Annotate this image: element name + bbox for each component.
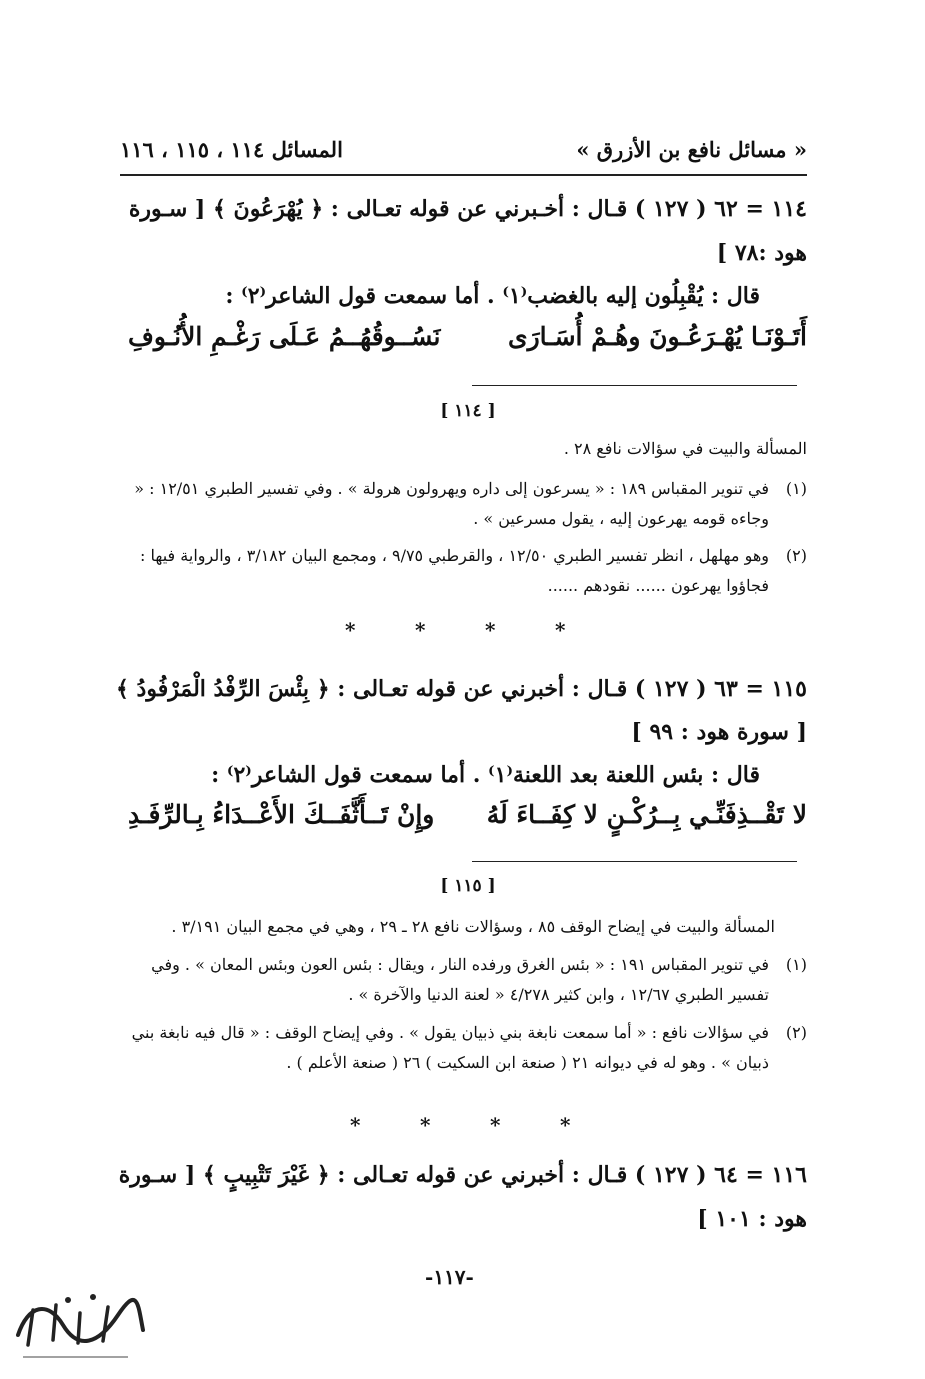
footnote-115-1 bbox=[117, 950, 807, 1010]
page-number: -١١٧- bbox=[425, 1265, 474, 1289]
source-note-115: المسألة والبيت في إيضاح الوقف ٨٥ ، وسؤالات نافع ٢٨ ـ ٢٩ ، وهي في مجمع البيان ٣/١٩١ . bbox=[171, 917, 775, 936]
footnote-number: (٢) bbox=[785, 1023, 807, 1042]
footnote-text: وهو مهلهل ، انظر تفسير الطبري ١٢/٥٠ ، والقرطبي ٩/٧٥ ، ومجمع البيان ٣/١٨٢ ، والرواية فيها : فجاؤوا يهرعون ...... نقودهم ...... bbox=[140, 546, 769, 595]
footnote-text: في سؤالات نافع : « أما سمعت نابغة بني ذبيان يقول » . وفي إيضاح الوقف : « قال فيه نابغة بني ذبيان » . وهو له في ديوانه ٢١ ( صنعة ابن السكيت ) ٢٦ ( صنعة الأعلم ) . bbox=[131, 1023, 769, 1072]
verse-second-hemistich: نَسُــوقُهُــمُ عَـلَى رَغْـمِ الأُنُـوفِ bbox=[128, 322, 441, 351]
footnote-number: (١) bbox=[785, 955, 807, 974]
entry-114-answer: قال : يُقْبِلُون إليه بالغضب⁽١⁾ . أما سمعت قول الشاعر⁽٢⁾ : bbox=[225, 283, 760, 309]
section-number-115: [ ١١٥ ] bbox=[440, 876, 496, 896]
entry-115-question-line2: [ سورة هود : ٩٩ ] bbox=[631, 719, 807, 745]
footnote-114-2 bbox=[117, 541, 807, 601]
footnote-number: (٢) bbox=[785, 546, 807, 565]
entry-116-question-line1: ١١٦ = ٦٤ ( ١٢٧ ) قـال : أخبرني عن قوله تعـالى : ﴿ غَيْرَ تَتْبِيبٍ ﴾ [ سـورة bbox=[118, 1162, 807, 1188]
entry-115-verse bbox=[128, 800, 807, 836]
entry-116-question-line2: هود : ١٠١ ] bbox=[697, 1206, 807, 1232]
verse-first-hemistich: لا تَقْــذِفَنِّـي بِــرُكْـنٍ لا كِفَــاءَ لَهُ bbox=[486, 800, 807, 829]
footnote-rule bbox=[472, 385, 797, 386]
library-stamp-logo bbox=[8, 1285, 148, 1365]
footnote-text: في تنوير المقباس ١٩١ : « بئس الغرق ورفده النار ، ويقال : بئس العون وبئس المعان » . وفي تفسير الطبري ١٢/٦٧ ، وابن كثير ٤/٢٧٨ « لعنة الدنيا والآخرة » . bbox=[151, 955, 769, 1004]
entry-114-question-line1: ١١٤ = ٦٢ ( ١٢٧ ) قـال : أخـبرني عن قوله تعـالى : ﴿ يُهْرَعُونَ ﴾ [ سـورة bbox=[128, 196, 807, 222]
stamp-icon bbox=[8, 1285, 148, 1365]
header-rule bbox=[120, 174, 807, 176]
entry-114-verse bbox=[128, 322, 807, 358]
verse-second-hemistich: وإِنْ تَــأَثَّفَــكَ الأَعْــدَاءُ بِـالرِّفَـدِ bbox=[128, 800, 435, 829]
source-note-114: المسألة والبيت في سؤالات نافع ٢٨ . bbox=[563, 439, 807, 458]
running-title: « مسائل نافع بن الأزرق » bbox=[576, 137, 807, 162]
entry-115-answer: قال : بئس اللعنة بعد اللعنة⁽١⁾ . أما سمعت قول الشاعر⁽٢⁾ : bbox=[211, 762, 760, 788]
separator-stars: * * * * bbox=[345, 618, 566, 642]
verse-first-hemistich: أَتَـوْنَـا يُهْـرَعُـونَ وهُـمْ أُسَـارَى bbox=[508, 322, 807, 351]
footnote-115-2 bbox=[117, 1018, 807, 1078]
footnote-text: في تنوير المقباس ١٨٩ : « يسرعون إلى داره ويهرولون هرولة » . وفي تفسير الطبري ١٢/٥١ : « وجاءه قومه يهرعون إليه ، يقول مسرعين » . bbox=[134, 479, 769, 528]
footnote-number: (١) bbox=[785, 479, 807, 498]
footnote-rule bbox=[472, 861, 797, 862]
entry-115-question-line1: ١١٥ = ٦٣ ( ١٢٧ ) قـال : أخبرني عن قوله تعـالى : ﴿ بِئْسَ الرِّفْدُ الْمَرْفُودُ ﴾ bbox=[115, 676, 807, 702]
section-number-114: [ ١١٤ ] bbox=[440, 401, 496, 421]
entry-114-question-line2: هود :٧٨ ] bbox=[716, 240, 807, 266]
footnote-114-1 bbox=[117, 474, 807, 534]
running-section-range: المسائل ١١٤ ، ١١٥ ، ١١٦ bbox=[120, 137, 343, 162]
separator-stars: * * * * bbox=[350, 1113, 571, 1137]
